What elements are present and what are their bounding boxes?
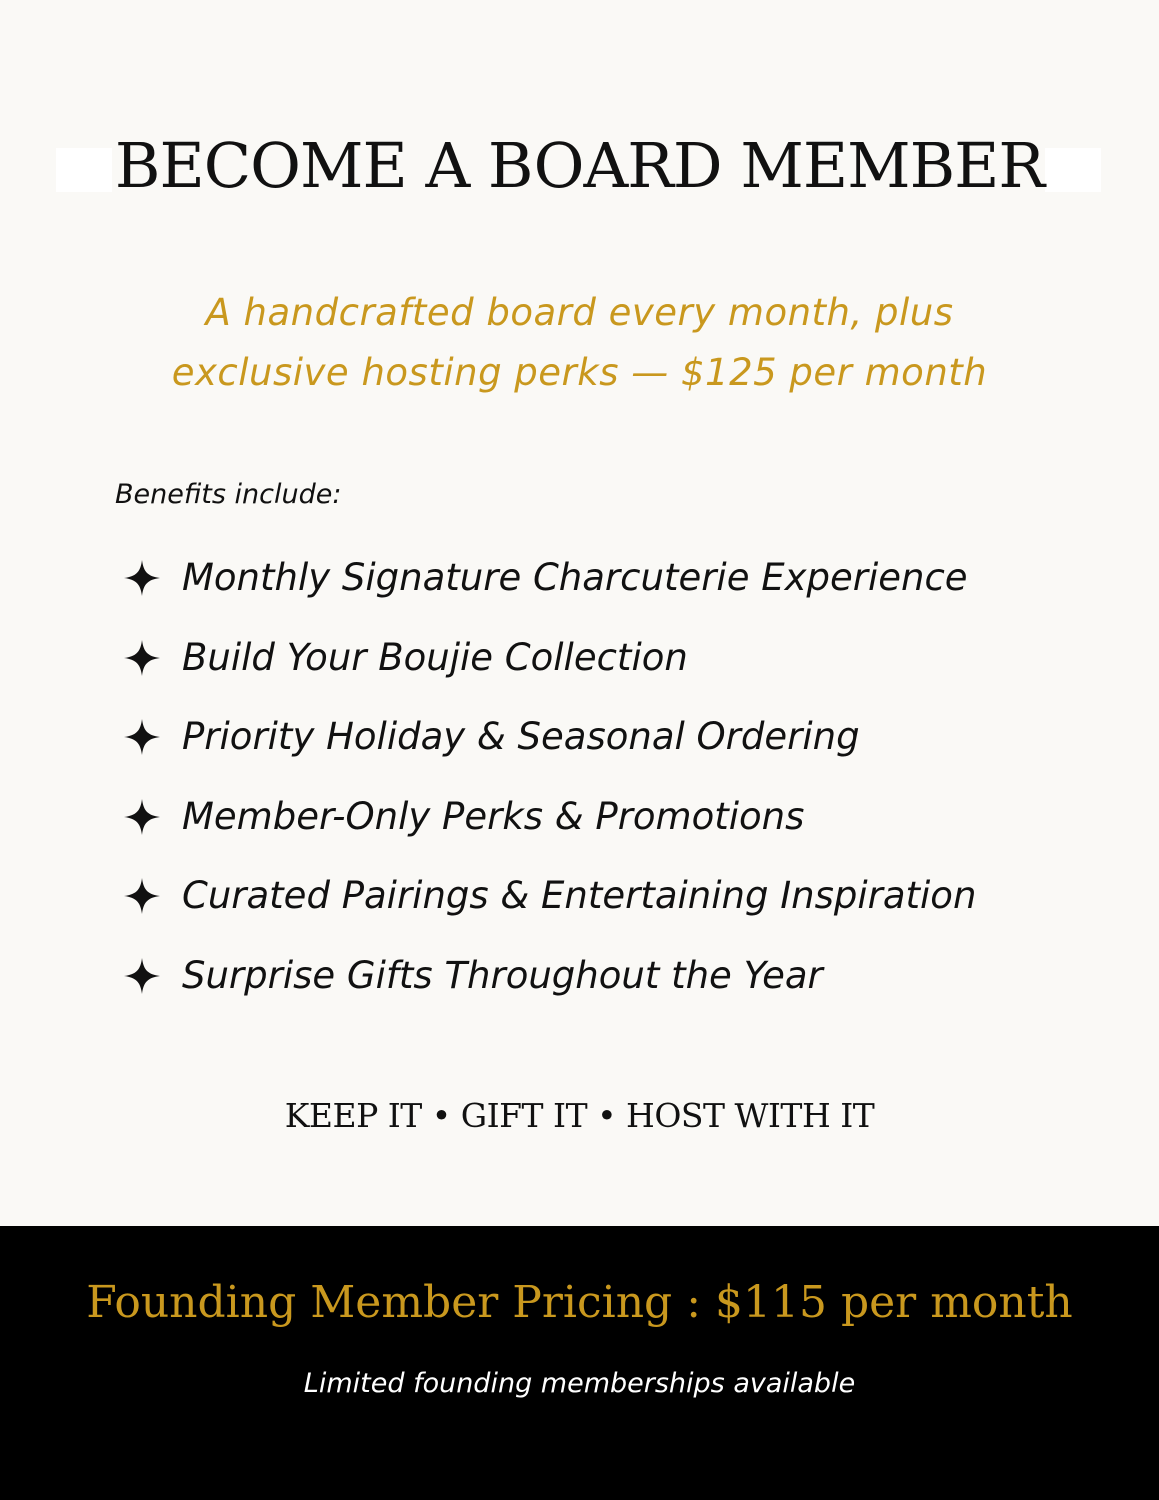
benefit-text: Priority Holiday & Seasonal Ordering (182, 715, 860, 759)
tagline-line-2: exclusive hosting perks — $125 per month (171, 351, 988, 394)
four-point-star-icon (122, 876, 162, 916)
four-point-star-icon (122, 797, 162, 837)
benefits-list (122, 552, 976, 1030)
founding-pricing: Founding Member Pricing : $115 per month (86, 1277, 1073, 1328)
benefit-text: Member-Only Perks & Promotions (182, 794, 805, 838)
benefit-item (122, 632, 976, 712)
benefit-text: Curated Pairings & Entertaining Inspiration (182, 874, 977, 918)
motto: KEEP IT • GIFT IT • HOST WITH IT (284, 1096, 875, 1135)
four-point-star-icon (122, 956, 162, 996)
four-point-star-icon (122, 558, 162, 598)
benefit-text: Surprise Gifts Throughout the Year (182, 953, 823, 997)
benefits-label: Benefits include: (115, 479, 342, 510)
benefit-item (122, 791, 976, 871)
benefit-text: Monthly Signature Charcuterie Experience (182, 556, 968, 599)
benefit-item (122, 711, 976, 791)
tagline-line-1: A handcrafted board every month, plus (205, 291, 954, 334)
page-title: BECOME A BOARD MEMBER (114, 129, 1045, 202)
four-point-star-icon (122, 717, 162, 757)
benefit-text: Build Your Boujie Collection (182, 635, 688, 679)
limited-note: Limited founding memberships available (303, 1368, 856, 1399)
benefit-item (122, 870, 976, 950)
footer-banner (0, 1226, 1159, 1500)
tagline (0, 283, 1159, 403)
benefit-item (122, 950, 976, 1030)
four-point-star-icon (122, 638, 162, 678)
benefit-item (122, 552, 976, 632)
